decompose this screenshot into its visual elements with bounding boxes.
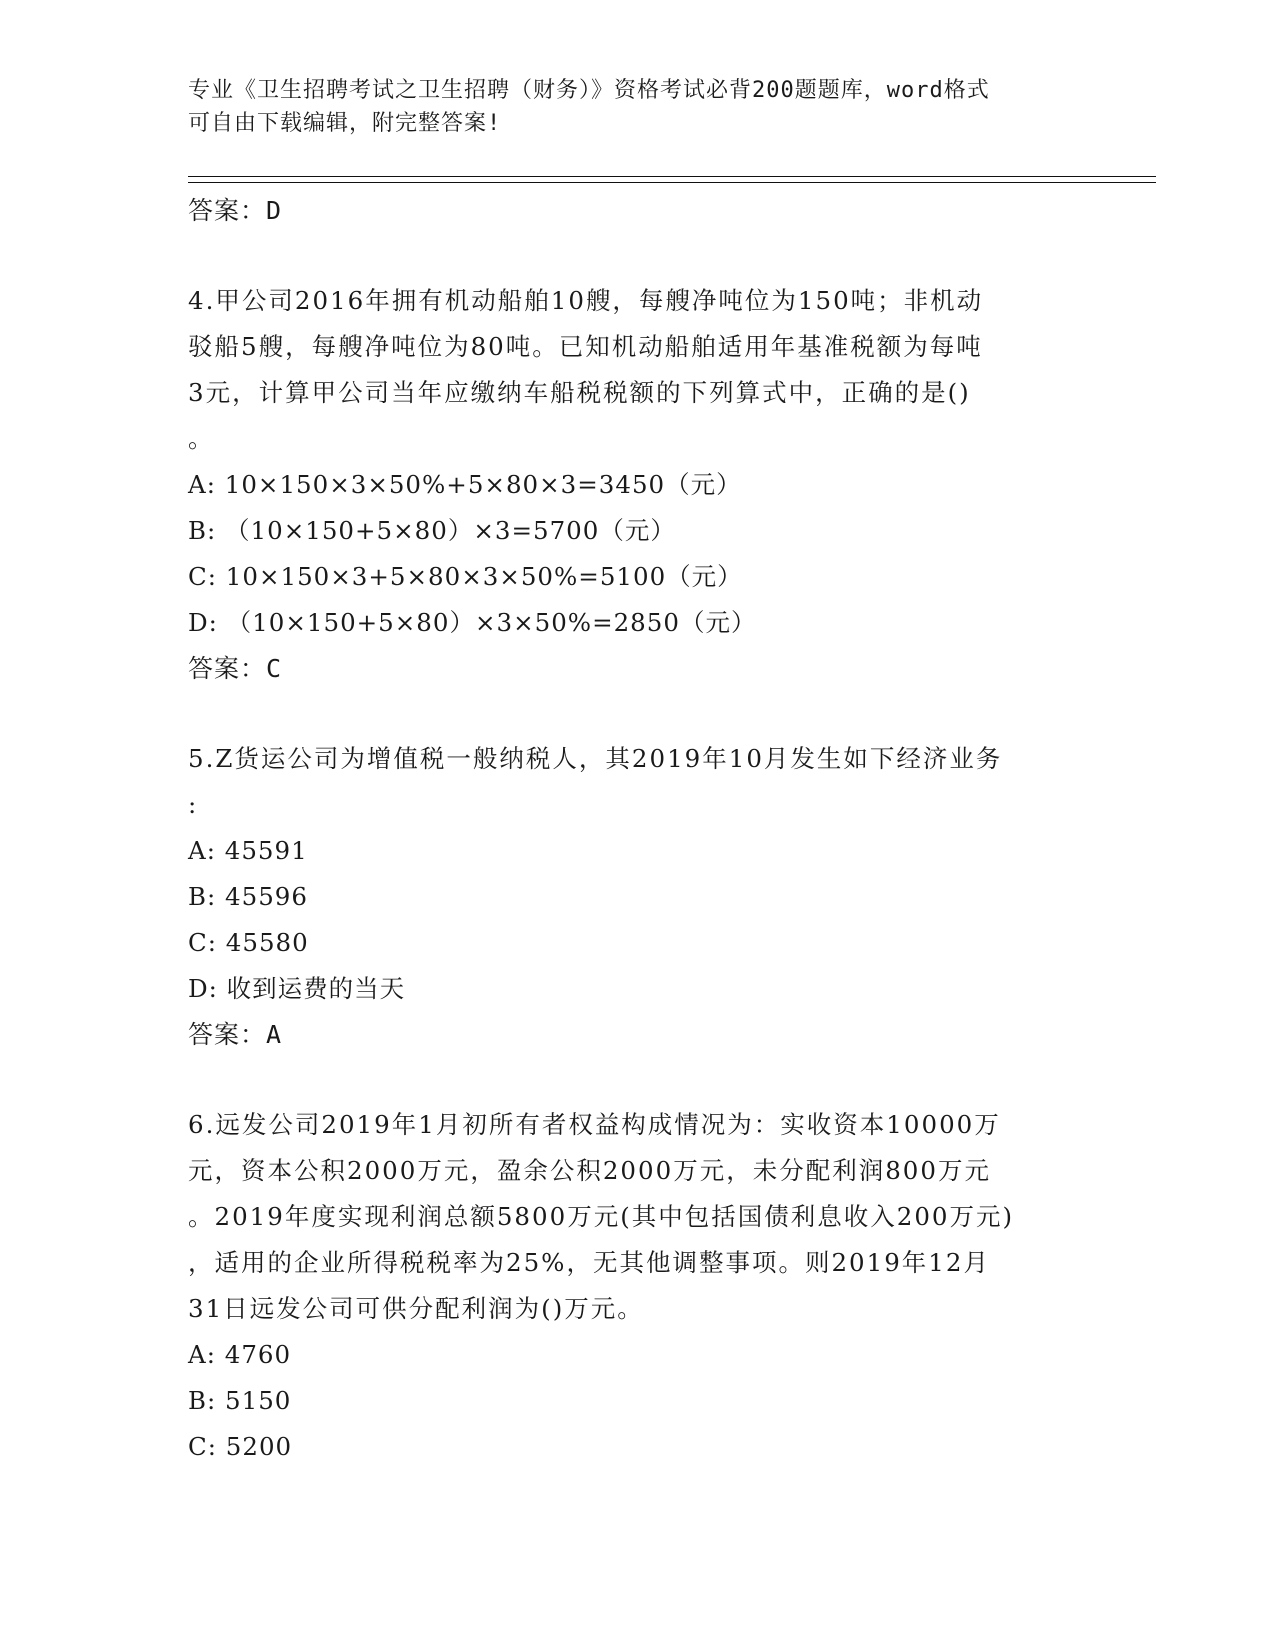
question-4-line: 4.甲公司2016年拥有机动船舶10艘，每艘净吨位为150吨；非机动 bbox=[188, 286, 984, 315]
question-4-option-d: D: （10×150+5×80）×3×50%=2850（元） bbox=[188, 608, 757, 637]
document-body bbox=[188, 188, 1088, 1470]
question-6-option-b: B: 5150 bbox=[188, 1386, 292, 1415]
question-5-line: 5.Z货运公司为增值税一般纳税人，其2019年10月发生如下经济业务 bbox=[188, 744, 1003, 773]
question-4-option-b: B: （10×150+5×80）×3=5700（元） bbox=[188, 516, 676, 545]
answer-q5: 答案：A bbox=[188, 1020, 283, 1049]
question-5-option-c: C: 45580 bbox=[188, 928, 309, 957]
question-6-option-a: A: 4760 bbox=[188, 1340, 292, 1369]
header-divider-top bbox=[188, 176, 1156, 177]
question-4 bbox=[188, 278, 1088, 692]
answer-q4: 答案：C bbox=[188, 654, 283, 683]
question-4-option-a: A: 10×150×3×50%+5×80×3=3450（元） bbox=[188, 470, 742, 499]
question-4-line: 3元，计算甲公司当年应缴纳车船税税额的下列算式中，正确的是() bbox=[188, 378, 971, 407]
question-4-line: 。 bbox=[188, 424, 215, 453]
question-6-line: 元，资本公积2000万元，盈余公积2000万元，未分配利润800万元 bbox=[188, 1156, 991, 1185]
question-6-option-c: C: 5200 bbox=[188, 1432, 293, 1461]
question-6-line: ，适用的企业所得税税率为25%，无其他调整事项。则2019年12月 bbox=[188, 1248, 990, 1277]
question-4-option-c: C: 10×150×3+5×80×3×50%=5100（元） bbox=[188, 562, 743, 591]
question-5-line: : bbox=[188, 790, 199, 819]
question-4-line: 驳船5艘，每艘净吨位为80吨。已知机动船舶适用年基准税额为每吨 bbox=[188, 332, 983, 361]
document-header bbox=[188, 74, 1088, 140]
header-line-2: 可自由下载编辑，附完整答案! bbox=[188, 111, 502, 136]
question-6-line: 6.远发公司2019年1月初所有者权益构成情况为：实收资本10000万 bbox=[188, 1110, 1001, 1139]
question-6 bbox=[188, 1102, 1088, 1470]
question-5 bbox=[188, 736, 1088, 1058]
header-divider-bottom bbox=[188, 182, 1156, 183]
question-6-line: 。2019年度实现利润总额5800万元(其中包括国债利息收入200万元) bbox=[188, 1202, 1015, 1231]
question-5-option-a: A: 45591 bbox=[188, 836, 308, 865]
answer-q3: 答案：D bbox=[188, 196, 283, 225]
question-5-option-b: B: 45596 bbox=[188, 882, 308, 911]
question-5-option-d: D: 收到运费的当天 bbox=[188, 974, 406, 1003]
question-6-line: 31日远发公司可供分配利润为()万元。 bbox=[188, 1294, 644, 1323]
header-line-1: 专业《卫生招聘考试之卫生招聘（财务）》资格考试必背200题题库，word格式 bbox=[188, 78, 990, 103]
